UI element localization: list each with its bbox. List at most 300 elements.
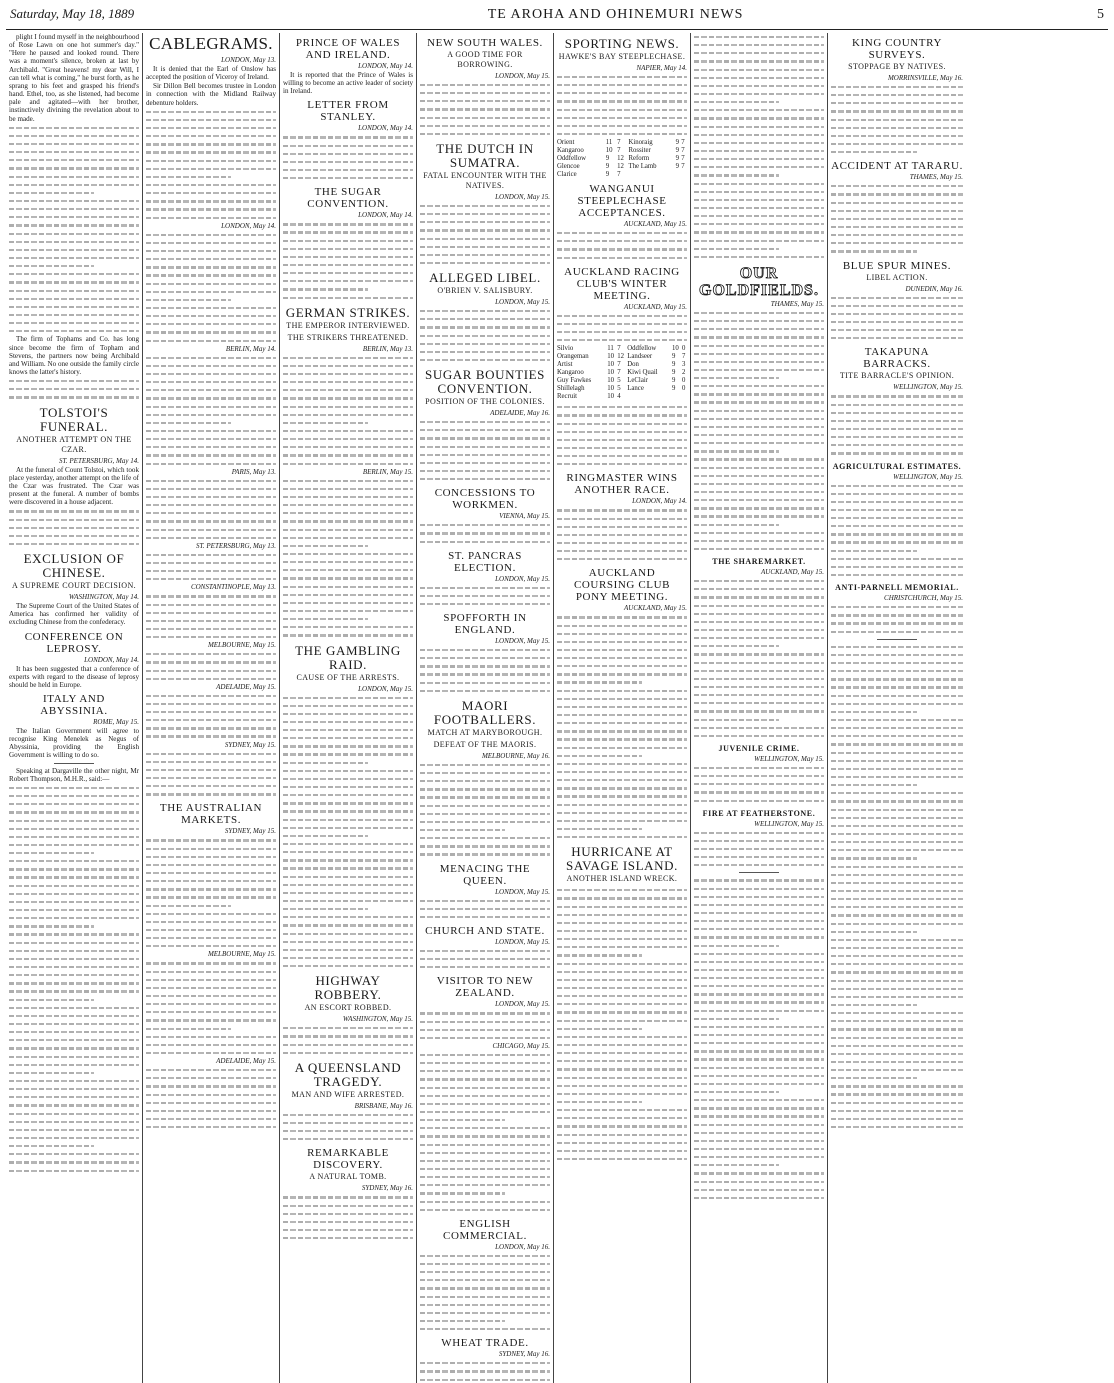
text-line	[557, 403, 687, 411]
text-line	[831, 911, 963, 919]
text-line	[557, 927, 687, 935]
body-text-block	[146, 231, 276, 345]
text-line	[831, 547, 963, 555]
text-line	[557, 752, 687, 760]
text-line	[694, 496, 824, 504]
body-text-block	[420, 307, 550, 364]
text-line	[557, 744, 687, 752]
text-line	[146, 750, 276, 758]
article-headline: THE AUSTRALIAN MARKETS.	[146, 802, 276, 826]
text-line	[420, 1325, 550, 1333]
text-line	[831, 740, 963, 748]
text-line	[694, 204, 824, 212]
text-line	[420, 259, 550, 267]
text-line	[146, 918, 276, 926]
article-subheading: THE EMPEROR INTERVIEWED.	[283, 321, 413, 331]
text-line	[146, 534, 276, 542]
text-line	[557, 81, 687, 89]
text-line	[557, 245, 687, 253]
text-line	[420, 1317, 550, 1325]
text-line	[694, 171, 824, 179]
text-line	[283, 848, 413, 856]
text-line	[283, 1135, 413, 1143]
text-line	[420, 538, 550, 546]
text-line	[831, 392, 963, 400]
article-dateline: THAMES, May 15.	[831, 173, 963, 181]
text-line	[420, 1092, 550, 1100]
text-line	[146, 509, 276, 517]
text-line	[557, 1098, 687, 1106]
text-line	[831, 628, 963, 636]
article-dateline: ROME, May 15.	[9, 718, 139, 726]
text-line	[694, 188, 824, 196]
text-line	[146, 181, 276, 189]
article-headline: KING COUNTRY SURVEYS.	[831, 37, 963, 61]
text-line	[694, 1047, 824, 1055]
masthead	[6, 4, 1108, 30]
article-subheading: MATCH AT MARYBOROUGH.	[420, 728, 550, 738]
article-headline: THE SUGAR CONVENTION.	[283, 186, 413, 210]
table-cell: 3	[682, 361, 687, 369]
text-line	[146, 403, 276, 411]
text-line	[831, 1017, 963, 1025]
text-line	[557, 630, 687, 638]
table-cell: Kiwi Quail	[627, 369, 672, 377]
article-dateline: SYDNEY, May 16.	[420, 1350, 550, 1358]
text-line	[146, 132, 276, 140]
table-row	[557, 385, 687, 393]
text-line	[9, 1110, 139, 1118]
body-text-block	[146, 1066, 276, 1131]
text-line	[831, 302, 963, 310]
text-line	[831, 441, 963, 449]
text-line	[557, 833, 687, 841]
text-line	[283, 566, 413, 574]
text-line	[283, 1119, 413, 1127]
text-line	[9, 800, 139, 808]
text-line	[831, 708, 963, 716]
body-text-block	[420, 1252, 550, 1333]
text-line	[831, 83, 963, 91]
article-dateline: LONDON, May 14.	[557, 497, 687, 505]
text-line	[831, 1115, 963, 1123]
article-subheading: POSITION OF THE COLONIES.	[420, 397, 550, 407]
article-headline: LETTER FROM STANLEY.	[283, 99, 413, 123]
text-line	[420, 529, 550, 537]
text-line	[283, 694, 413, 702]
text-line	[146, 782, 276, 790]
article-subheading: HAWKE'S BAY STEEPLECHASE.	[557, 52, 687, 62]
text-line	[420, 1034, 550, 1042]
text-line	[694, 1015, 824, 1023]
text-line	[283, 485, 413, 493]
text-line	[146, 255, 276, 263]
text-line	[557, 960, 687, 968]
text-line	[283, 386, 413, 394]
text-line	[420, 1059, 550, 1067]
body-text-block	[283, 133, 413, 182]
text-line	[557, 638, 687, 646]
text-line	[694, 472, 824, 480]
text-line	[557, 1049, 687, 1057]
table-cell: 10	[607, 385, 617, 393]
text-line	[557, 760, 687, 768]
text-line	[420, 777, 550, 785]
text-line	[420, 307, 550, 315]
text-line	[831, 498, 963, 506]
text-line	[420, 947, 550, 955]
text-line	[283, 237, 413, 245]
text-line	[557, 73, 687, 81]
article-dateline: LONDON, May 15.	[420, 575, 550, 583]
table-row	[557, 393, 687, 401]
article-paragraph: plight I found myself in the neighbourhood of Rose Lawn on one hot summer's day." "Here he paused and looked round. There was a moment's silence, broken at last by Archibald. "Great heavens! my dear Will, I can tell what is coming," he burst forth, as he sprang to his feet and grasped his friend's hand. Ethel, too, as she listened, had become pale and agitated—with her brother, instinctively divining the revelation about to be made.	[9, 33, 139, 123]
text-line	[831, 830, 963, 838]
text-line	[831, 619, 963, 627]
article-headline: CABLEGRAMS.	[146, 35, 276, 53]
text-line	[694, 593, 824, 601]
article-paragraph: Sir Dillon Bell becomes trustee in London in connection with the Midland Railway debenture holders.	[146, 82, 276, 106]
text-line	[694, 374, 824, 382]
text-line	[9, 1053, 139, 1061]
text-line	[557, 646, 687, 654]
article-headline: A QUEENSLAND TRAGEDY.	[283, 1061, 413, 1089]
table-cell: Recruit	[557, 393, 607, 401]
text-line	[146, 968, 276, 976]
column-2	[143, 33, 280, 1383]
text-line	[557, 1074, 687, 1082]
text-line	[420, 670, 550, 678]
text-line	[420, 600, 550, 608]
table-cell: Orient	[557, 139, 606, 147]
article-dateline: MELBOURNE, May 15.	[146, 950, 276, 958]
body-text-block	[694, 829, 824, 870]
text-line	[9, 1158, 139, 1166]
body-text-block	[283, 1193, 413, 1242]
body-text-block	[557, 506, 687, 563]
text-line	[283, 623, 413, 631]
text-line	[146, 386, 276, 394]
text-line	[694, 237, 824, 245]
text-line	[420, 810, 550, 818]
text-line	[557, 1017, 687, 1025]
text-line	[283, 517, 413, 525]
body-text-block	[420, 947, 550, 971]
text-line	[831, 318, 963, 326]
body-text-block	[146, 551, 276, 584]
text-line	[9, 540, 139, 548]
text-line	[694, 1137, 824, 1145]
text-line	[557, 670, 687, 678]
text-line	[694, 74, 824, 82]
text-line	[694, 488, 824, 496]
text-line	[557, 768, 687, 776]
text-line	[694, 942, 824, 950]
text-line	[831, 936, 963, 944]
text-line	[146, 700, 276, 708]
text-line	[146, 732, 276, 740]
text-line	[9, 221, 139, 229]
body-text-block	[831, 603, 963, 636]
text-line	[831, 838, 963, 846]
text-line	[9, 1012, 139, 1020]
text-line	[557, 1147, 687, 1155]
body-text-block	[831, 392, 963, 457]
text-line	[283, 1218, 413, 1226]
text-line	[9, 124, 139, 132]
text-line	[831, 749, 963, 757]
text-line	[146, 1123, 276, 1131]
text-line	[557, 254, 687, 262]
table-cell: 9	[672, 385, 682, 393]
article-dateline: BERLIN, May 14.	[146, 345, 276, 353]
text-line	[831, 675, 963, 683]
article-headline: JUVENILE CRIME.	[694, 744, 824, 754]
article-subheading: DEFEAT OF THE MAORIS.	[420, 740, 550, 750]
text-line	[420, 1359, 550, 1367]
text-line	[557, 1131, 687, 1139]
text-line	[694, 876, 824, 884]
body-text-block	[831, 182, 963, 255]
text-line	[557, 801, 687, 809]
text-line	[557, 809, 687, 817]
text-line	[146, 435, 276, 443]
article-dateline: ST. PETERSBURG, May 14.	[9, 457, 139, 465]
article-headline: ACCIDENT AT TARARU.	[831, 160, 963, 172]
text-line	[9, 524, 139, 532]
article-dateline: CHRISTCHURCH, May 15.	[831, 594, 963, 602]
text-line	[694, 98, 824, 106]
text-line	[420, 1026, 550, 1034]
text-line	[694, 990, 824, 998]
article-dateline: LONDON, May 14.	[283, 211, 413, 219]
table-cell: Lance	[627, 385, 672, 393]
text-line	[283, 783, 413, 791]
table-cell: Shillelagh	[557, 385, 607, 393]
text-line	[694, 1064, 824, 1072]
text-line	[283, 1111, 413, 1119]
article-headline: MAORI FOOTBALLERS.	[420, 699, 550, 727]
text-line	[831, 895, 963, 903]
body-text-block	[146, 354, 276, 468]
text-line	[557, 89, 687, 97]
text-line	[283, 930, 413, 938]
article-headline: THE DUTCH IN SUMATRA.	[420, 142, 550, 170]
text-line	[283, 710, 413, 718]
columns	[6, 33, 1108, 1383]
text-line	[557, 97, 687, 105]
body-text-block	[557, 229, 687, 262]
table-cell: 12	[617, 163, 628, 171]
text-line	[420, 802, 550, 810]
column-divider-rule	[739, 872, 779, 873]
article-dateline: BERLIN, May 15.	[283, 468, 413, 476]
text-line	[9, 939, 139, 947]
text-line	[831, 611, 963, 619]
body-text-block	[9, 377, 139, 401]
text-line	[694, 33, 824, 41]
text-line	[9, 181, 139, 189]
text-line	[283, 1032, 413, 1040]
text-line	[146, 625, 276, 633]
text-line	[831, 781, 963, 789]
text-line	[420, 1075, 550, 1083]
text-line	[146, 1091, 276, 1099]
article-headline: TAKAPUNA BARRACKS.	[831, 346, 963, 370]
text-line	[694, 390, 824, 398]
text-line	[146, 675, 276, 683]
text-line	[694, 423, 824, 431]
text-line	[283, 913, 413, 921]
text-line	[146, 959, 276, 967]
text-line	[9, 833, 139, 841]
text-line	[420, 1268, 550, 1276]
text-line	[557, 992, 687, 1000]
body-text-block	[694, 577, 824, 740]
article-dateline: LONDON, May 15.	[420, 72, 550, 80]
text-line	[9, 230, 139, 238]
text-line	[557, 727, 687, 735]
article-paragraph: It has been suggested that a conference of experts with regard to the disease of leprosy should be held in Europe.	[9, 665, 139, 689]
text-line	[694, 626, 824, 634]
text-line	[283, 759, 413, 767]
text-line	[694, 1178, 824, 1186]
text-line	[9, 164, 139, 172]
text-line	[420, 842, 550, 850]
text-line	[694, 220, 824, 228]
text-line	[694, 114, 824, 122]
text-line	[283, 354, 413, 362]
article-headline: ENGLISH COMMERCIAL.	[420, 1218, 550, 1242]
article-dateline: BRISBANE, May 16.	[283, 1102, 413, 1110]
text-line	[283, 443, 413, 451]
text-line	[283, 583, 413, 591]
text-line	[420, 1084, 550, 1092]
text-line	[694, 1145, 824, 1153]
text-line	[694, 691, 824, 699]
text-line	[557, 547, 687, 555]
text-line	[420, 905, 550, 913]
text-line	[146, 205, 276, 213]
text-line	[831, 239, 963, 247]
text-line	[9, 507, 139, 515]
text-line	[9, 278, 139, 286]
text-line	[420, 218, 550, 226]
table-cell: Reform	[628, 155, 675, 163]
table-row	[557, 353, 687, 361]
table-cell: 10	[607, 369, 617, 377]
table-cell: Landseer	[627, 353, 672, 361]
text-line	[146, 976, 276, 984]
text-line	[694, 716, 824, 724]
text-line	[694, 618, 824, 626]
table-cell: Silvio	[557, 345, 607, 353]
text-line	[9, 898, 139, 906]
text-line	[283, 864, 413, 872]
text-line	[694, 521, 824, 529]
article-headline: BLUE SPUR MINES.	[831, 260, 963, 272]
text-line	[283, 807, 413, 815]
text-line	[9, 303, 139, 311]
article-subheading: TITE BARRACLE'S OPINION.	[831, 371, 963, 381]
text-line	[557, 428, 687, 436]
article-dateline: DUNEDIN, May 16.	[831, 285, 963, 293]
text-line	[146, 320, 276, 328]
text-line	[9, 246, 139, 254]
text-line	[9, 173, 139, 181]
text-line	[9, 1142, 139, 1150]
text-line	[420, 114, 550, 122]
text-line	[831, 223, 963, 231]
text-line	[694, 253, 824, 261]
text-line	[694, 228, 824, 236]
text-line	[283, 285, 413, 293]
text-line	[557, 886, 687, 894]
text-line	[557, 411, 687, 419]
text-line	[283, 558, 413, 566]
text-line	[557, 935, 687, 943]
table-cell: The Lamb	[628, 163, 675, 171]
text-line	[283, 394, 413, 402]
text-line	[146, 148, 276, 156]
body-text-block	[831, 83, 963, 156]
text-line	[9, 205, 139, 213]
text-line	[694, 634, 824, 642]
text-line	[831, 683, 963, 691]
text-line	[146, 708, 276, 716]
text-line	[9, 971, 139, 979]
text-line	[283, 378, 413, 386]
body-text-block	[420, 1359, 550, 1383]
article-subheading: THE STRIKERS THREATENED.	[283, 333, 413, 343]
text-line	[420, 459, 550, 467]
text-line	[694, 893, 824, 901]
text-line	[146, 116, 276, 124]
text-line	[283, 1226, 413, 1234]
article-headline: FIRE AT FEATHERSTONE.	[694, 809, 824, 819]
text-line	[694, 1186, 824, 1194]
article-paragraph: The Supreme Court of the United States of America has confirmed her validity of excluding Chinese from the confederacy.	[9, 602, 139, 626]
text-line	[146, 692, 276, 700]
text-line	[146, 165, 276, 173]
article-dateline: LONDON, May 15.	[420, 1000, 550, 1008]
issue-date: Saturday, May 18, 1889	[10, 6, 134, 22]
text-line	[420, 834, 550, 842]
text-line	[557, 312, 687, 320]
body-text-block	[420, 761, 550, 859]
text-line	[146, 427, 276, 435]
text-line	[694, 772, 824, 780]
text-line	[146, 774, 276, 782]
text-line	[831, 773, 963, 781]
text-line	[283, 775, 413, 783]
text-line	[146, 173, 276, 181]
text-line	[283, 734, 413, 742]
text-line	[9, 1085, 139, 1093]
table-cell: 9	[672, 361, 682, 369]
text-line	[283, 726, 413, 734]
text-line	[694, 917, 824, 925]
text-line	[420, 1067, 550, 1075]
text-line	[146, 885, 276, 893]
text-line	[557, 460, 687, 468]
text-line	[557, 106, 687, 114]
text-line	[146, 984, 276, 992]
body-text-block	[420, 1051, 550, 1214]
article-paragraph: It is reported that the Prince of Wales is willing to become an active leader of society in Ireland.	[283, 71, 413, 95]
table-cell: 9	[676, 147, 682, 155]
body-text-block	[831, 643, 963, 1131]
